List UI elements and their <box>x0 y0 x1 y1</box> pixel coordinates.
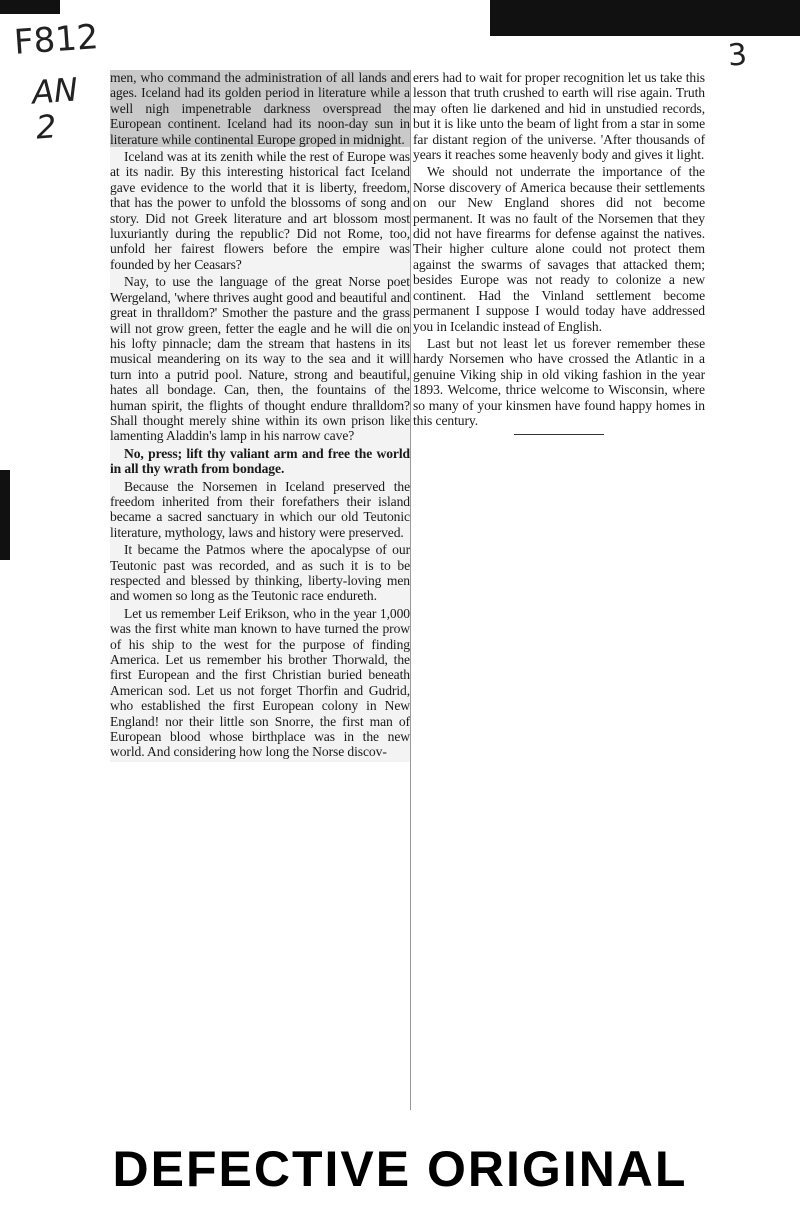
scan-edge-top-left <box>0 0 60 14</box>
scan-edge-top-right <box>490 0 800 36</box>
article-paragraph: Last but not least let us forever remember these hardy Norsemen who have crossed the Atlantic in a genuine Viking ship in old viking fashion in the year 1893. Welcome, thrice welcome to Wisconsin, where so many of your kinsmen have found happy homes in this century. <box>413 335 705 428</box>
article-paragraph: No, press; lift thy valiant arm and free the world in all thy wrath from bondage. <box>110 445 410 477</box>
article-paragraph: Because the Norsemen in Iceland preserved the freedom inherited from their forefathers their island became a sacred sanctuary in which our old Teutonic literature, mythology, laws and history were preserved. <box>110 478 410 540</box>
handwritten-page-number: 3 <box>726 37 749 74</box>
article-paragraph: Iceland was at its zenith while the rest of Europe was at its nadir. By this interesting historical fact Iceland gave evidence to the world that it is liberty, freedom, that has the power to unfold the blossoms of song and story. Did not Greek literature and art blossom most luxuriantly during the republic? Did not Rome, too, unfold her fairest flowers before the empire was founded by her Ceasars? <box>110 149 410 272</box>
article-end-rule <box>514 434 604 435</box>
article-paragraph: erers had to wait for proper recognition let us take this lesson that truth crushed to earth will rise again. Truth may often lie darkened and hid in unstudied records, but it is like unto the beam of light from a star in some far distant region of the universe. 'After thousands of years it reaches some heavenly body and gives it light. <box>413 70 705 163</box>
handwritten-note-f812: F812 <box>12 17 100 63</box>
article-right-column <box>413 70 705 435</box>
article-paragraph: Nay, to use the language of the great Norse poet Wergeland, 'where thrives aught good and beautiful and great in thralldom?' Smother the pasture and the grass will not grow green, fetter the eagle and he will die on his lofty pinnacle; dam the stream that hastens in its musical meandering on its way to the sea and it will turn into a putrid pool. Nature, strong and beautiful, hates all bondage. Can, then, the fountains of the human spirit, the flights of thought endure thralldom? Shall thought merely shine within its own prison like lamenting Aladdin's lamp in his narrow cave? <box>110 274 410 444</box>
article-paragraph: men, who command the administration of all lands and ages. Iceland had its golden period in literature while a well nigh impenetrable darkness overspread the European continent. Iceland had its noon-day sun in literature while continental Europe groped in midnight. <box>110 70 410 147</box>
article-paragraph: It became the Patmos where the apocalypse of our Teutonic past was recorded, and as such it is to be respected and blessed by thinking, liberty-loving men and women so long as the Teutonic race endureth. <box>110 542 410 604</box>
article-left-column <box>110 70 410 762</box>
column-rule <box>410 70 411 1110</box>
handwritten-note-an: AN <box>30 70 80 112</box>
article-paragraph: Let us remember Leif Erikson, who in the year 1,000 was the first white man known to have turned the prow of his ship to the west for the purpose of finding America. Let us remember his brother Thorwald, the first European and the first Christian buried beneath American sod. Let us not forget Thorfin and Gudrid, who established the first European colony in New England! nor their little son Snorre, the first man of European blood whose birthplace was in the new world. And considering how long the Norse discov- <box>110 605 410 760</box>
newspaper-clipping <box>105 70 708 1120</box>
defective-original-stamp: DEFECTIVE ORIGINAL <box>112 1141 688 1197</box>
handwritten-note-2: 2 <box>34 107 58 147</box>
scan-edge-left <box>0 470 10 560</box>
article-paragraph: We should not underrate the importance of the Norse discovery of America because their settlements on our New England shores did not become permanent. It was no fault of the Norsemen that they did not have firearms for defense against the natives. Their higher culture alone could not protect them against the swarms of savages that attacked them; besides Europe was not ready to colonize a new continent. Had the Vinland settlement become permanent I suppose I would today have addressed you in Icelandic instead of English. <box>413 164 705 334</box>
